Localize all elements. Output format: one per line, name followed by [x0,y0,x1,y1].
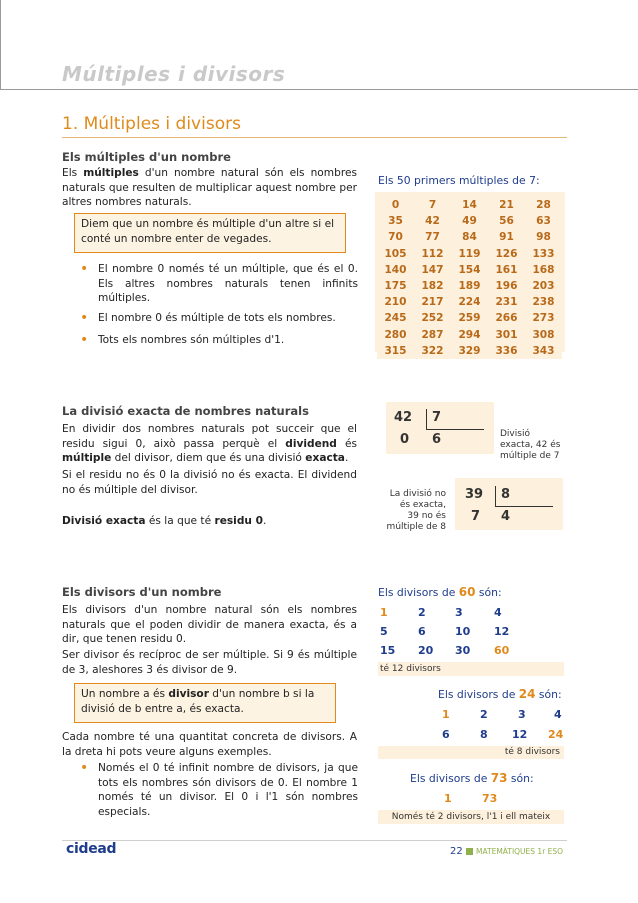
multiples-table-row [377,343,562,359]
division-example-inexact-caption: La divisió no és exacta, 39 no és múltiple de 8 [386,489,446,532]
multiples-table-row [377,213,562,229]
divisor-value: 15 [380,644,396,657]
dividend: 42 [394,410,413,425]
multiples-table-row [377,278,562,294]
multiples-table-row [377,197,562,213]
multiple-cell: 343 [532,344,555,357]
multiple-cell: 315 [384,344,407,357]
divisors-60-list [378,604,564,662]
multiples-heading: Els múltiples d'un nombre [62,150,231,164]
multiples-table-row [377,310,562,326]
multiple-cell: 21 [499,199,514,212]
section-title: 1. Múltiples i divisors [62,114,241,134]
multiple-cell: 280 [384,328,407,341]
divisors-73-title: Els divisors de 73 són: [410,771,534,785]
multiple-cell: 259 [458,312,481,325]
multiple-cell: 224 [458,296,481,309]
multiple-cell: 287 [421,328,444,341]
divisor-value: 5 [380,625,388,638]
divisors-73-count: Només té 2 divisors, l'1 i ell mateix [378,810,564,824]
divisor-value: 73 [482,792,498,805]
divisor-value: 24 [548,728,564,741]
division-vertical-bar [426,409,427,429]
cidead-logo: cidead [66,841,117,857]
bullet-dot-icon: • [80,310,89,326]
quotient: 4 [501,509,511,524]
bullet-dot-icon: • [80,760,89,776]
divisor: 7 [432,410,442,425]
divisors-24-title: Els divisors de 24 són: [438,687,562,701]
page-number: 22 [450,846,463,857]
division-example-inexact [455,478,563,530]
divisor-value: 6 [418,625,426,638]
multiples-bullet: • El nombre 0 només té un múltiple, que és el 0. Els altres nombres naturals tenen infinits múltiples. [80,261,358,305]
multiple-cell: 35 [388,215,403,228]
multiple-cell: 147 [421,263,444,276]
multiple-cell: 168 [532,263,555,276]
section-divider [62,137,567,138]
bullet-dot-icon: • [80,261,89,277]
multiple-cell: 266 [495,312,518,325]
divisor-value: 12 [494,625,510,638]
divisors-paragraph-3: Cada nombre té una quantitat concreta de divisors. A la dreta hi pots veure alguns exemples. [62,731,357,758]
multiple-cell: 175 [384,280,407,293]
divisor-value: 2 [418,606,426,619]
divisor-value: 60 [494,644,510,657]
multiples-table-row [377,229,562,245]
divisor: 8 [501,487,511,502]
multiple-cell: 0 [391,199,400,212]
multiple-cell: 91 [499,231,514,244]
divisor-value: 20 [418,644,434,657]
division-heading: La divisió exacta de nombres naturals [62,404,309,418]
multiple-cell: 112 [421,247,444,260]
page-header-title: Múltiples i divisors [62,62,286,86]
multiples-table-row [377,327,562,343]
divisor-value: 8 [480,728,488,741]
multiple-cell: 217 [421,296,444,309]
multiple-cell: 273 [532,312,555,325]
divisor-value: 30 [455,644,471,657]
multiple-cell: 196 [495,280,518,293]
multiples-table-title: Els 50 primers múltiples de 7: [378,174,540,187]
multiple-cell: 210 [384,296,407,309]
multiple-cell: 301 [495,328,518,341]
multiple-cell: 329 [458,344,481,357]
divisor-value: 3 [518,708,526,721]
division-vertical-bar [495,486,496,506]
multiple-cell: 154 [458,263,481,276]
divisor-value: 6 [442,728,450,741]
multiple-cell: 42 [425,215,440,228]
multiple-cell: 189 [458,280,481,293]
multiple-cell: 98 [536,231,551,244]
division-horizontal-bar [426,429,484,430]
dividend: 39 [465,487,484,502]
division-example-exact-caption: Divisió exacta, 42 és múltiple de 7 [500,429,561,461]
multiple-cell: 70 [388,231,403,244]
footer-divider [62,840,567,841]
multiples-table-row [377,262,562,278]
divisors-paragraph-2: Ser divisor és recíproc de ser múltiple. Si 9 és múltiple de 3, aleshores 3 és divisor de 9. [62,649,357,676]
multiple-cell: 161 [495,263,518,276]
divisor-value: 3 [455,606,463,619]
multiples-intro: Els múltiples d'un nombre natural són els nombres naturals que resulten de multiplicar aquest nombre per altres nombres naturals. [62,167,357,209]
quotient: 6 [432,432,442,447]
divisor-value: 4 [554,708,562,721]
multiples-table-row [377,294,562,310]
multiple-cell: 49 [462,215,477,228]
multiple-cell: 105 [384,247,407,260]
multiple-cell: 245 [384,312,407,325]
multiples-bullet: • El nombre 0 és múltiple de tots els nombres. [80,310,336,326]
multiple-cell: 77 [425,231,440,244]
divisors-definition-box: Un nombre a és divisor d'un nombre b si la divisió de b entre a, és exacta. [74,683,336,723]
subject-square-icon [466,848,473,855]
division-horizontal-bar [495,506,553,507]
multiple-cell: 133 [532,247,555,260]
multiples-bullet: • Tots els nombres són múltiples d'1. [80,332,285,348]
multiple-cell: 336 [495,344,518,357]
divisor-value: 1 [444,792,452,805]
multiple-cell: 182 [421,280,444,293]
divisor-value: 12 [512,728,528,741]
remainder: 7 [471,509,481,524]
multiple-cell: 119 [458,247,481,260]
division-paragraph-1: En dividir dos nombres naturals pot succeir que el residu sigui 0, això passa perquè el dividend és múltiple del divisor, diem que és una divisió exacta. [62,423,357,465]
divisor-value: 4 [494,606,502,619]
multiple-cell: 322 [421,344,444,357]
divisors-24-list [378,706,564,746]
divisor-value: 2 [480,708,488,721]
multiple-cell: 28 [536,199,551,212]
divisors-bullet: • Només el 0 té infinit nombre de divisors, ja que tots els nombres són divisors de 0. El nombre 1 només té un divisor. El 0 i l'1 són nombres especials. [80,760,358,818]
remainder: 0 [400,432,410,447]
divisors-paragraph-1: Els divisors d'un nombre natural són els nombres naturals que el poden dividir de manera exacta, és a dir, que tenen residu 0. [62,604,357,646]
divisor-value: 10 [455,625,471,638]
multiple-cell: 203 [532,280,555,293]
multiples-table-row [377,246,562,262]
multiple-cell: 294 [458,328,481,341]
multiple-cell: 308 [532,328,555,341]
divisors-24-count: té 8 divisors [378,746,564,759]
multiple-cell: 252 [421,312,444,325]
bullet-dot-icon: • [80,332,89,348]
multiple-cell: 56 [499,215,514,228]
divisors-73-list [378,790,564,810]
multiples-table [377,197,562,359]
divisor-value: 1 [380,606,388,619]
multiples-definition-box: Diem que un nombre és múltiple d'un altre si el conté un nombre enter de vegades. [74,213,346,253]
multiple-cell: 238 [532,296,555,309]
multiple-cell: 126 [495,247,518,260]
multiples-table-bg [375,192,565,357]
multiple-cell: 84 [462,231,477,244]
divisors-60-count: té 12 divisors [378,662,564,676]
divisors-heading: Els divisors d'un nombre [62,585,222,599]
division-paragraph-2: Si el residu no és 0 la divisió no és exacta. El dividend no és múltiple del divisor. [62,469,357,496]
multiple-cell: 231 [495,296,518,309]
divisor-value: 1 [442,708,450,721]
multiple-cell: 14 [462,199,477,212]
divisors-60-title: Els divisors de 60 són: [378,585,502,599]
division-example-exact [386,402,494,454]
subject-label: MATEMÀTIQUES 1r ESO [476,847,564,856]
multiple-cell: 140 [384,263,407,276]
multiple-cell: 7 [428,199,437,212]
multiple-cell: 63 [536,215,551,228]
division-paragraph-3: Divisió exacta és la que té residu 0. [62,515,267,527]
